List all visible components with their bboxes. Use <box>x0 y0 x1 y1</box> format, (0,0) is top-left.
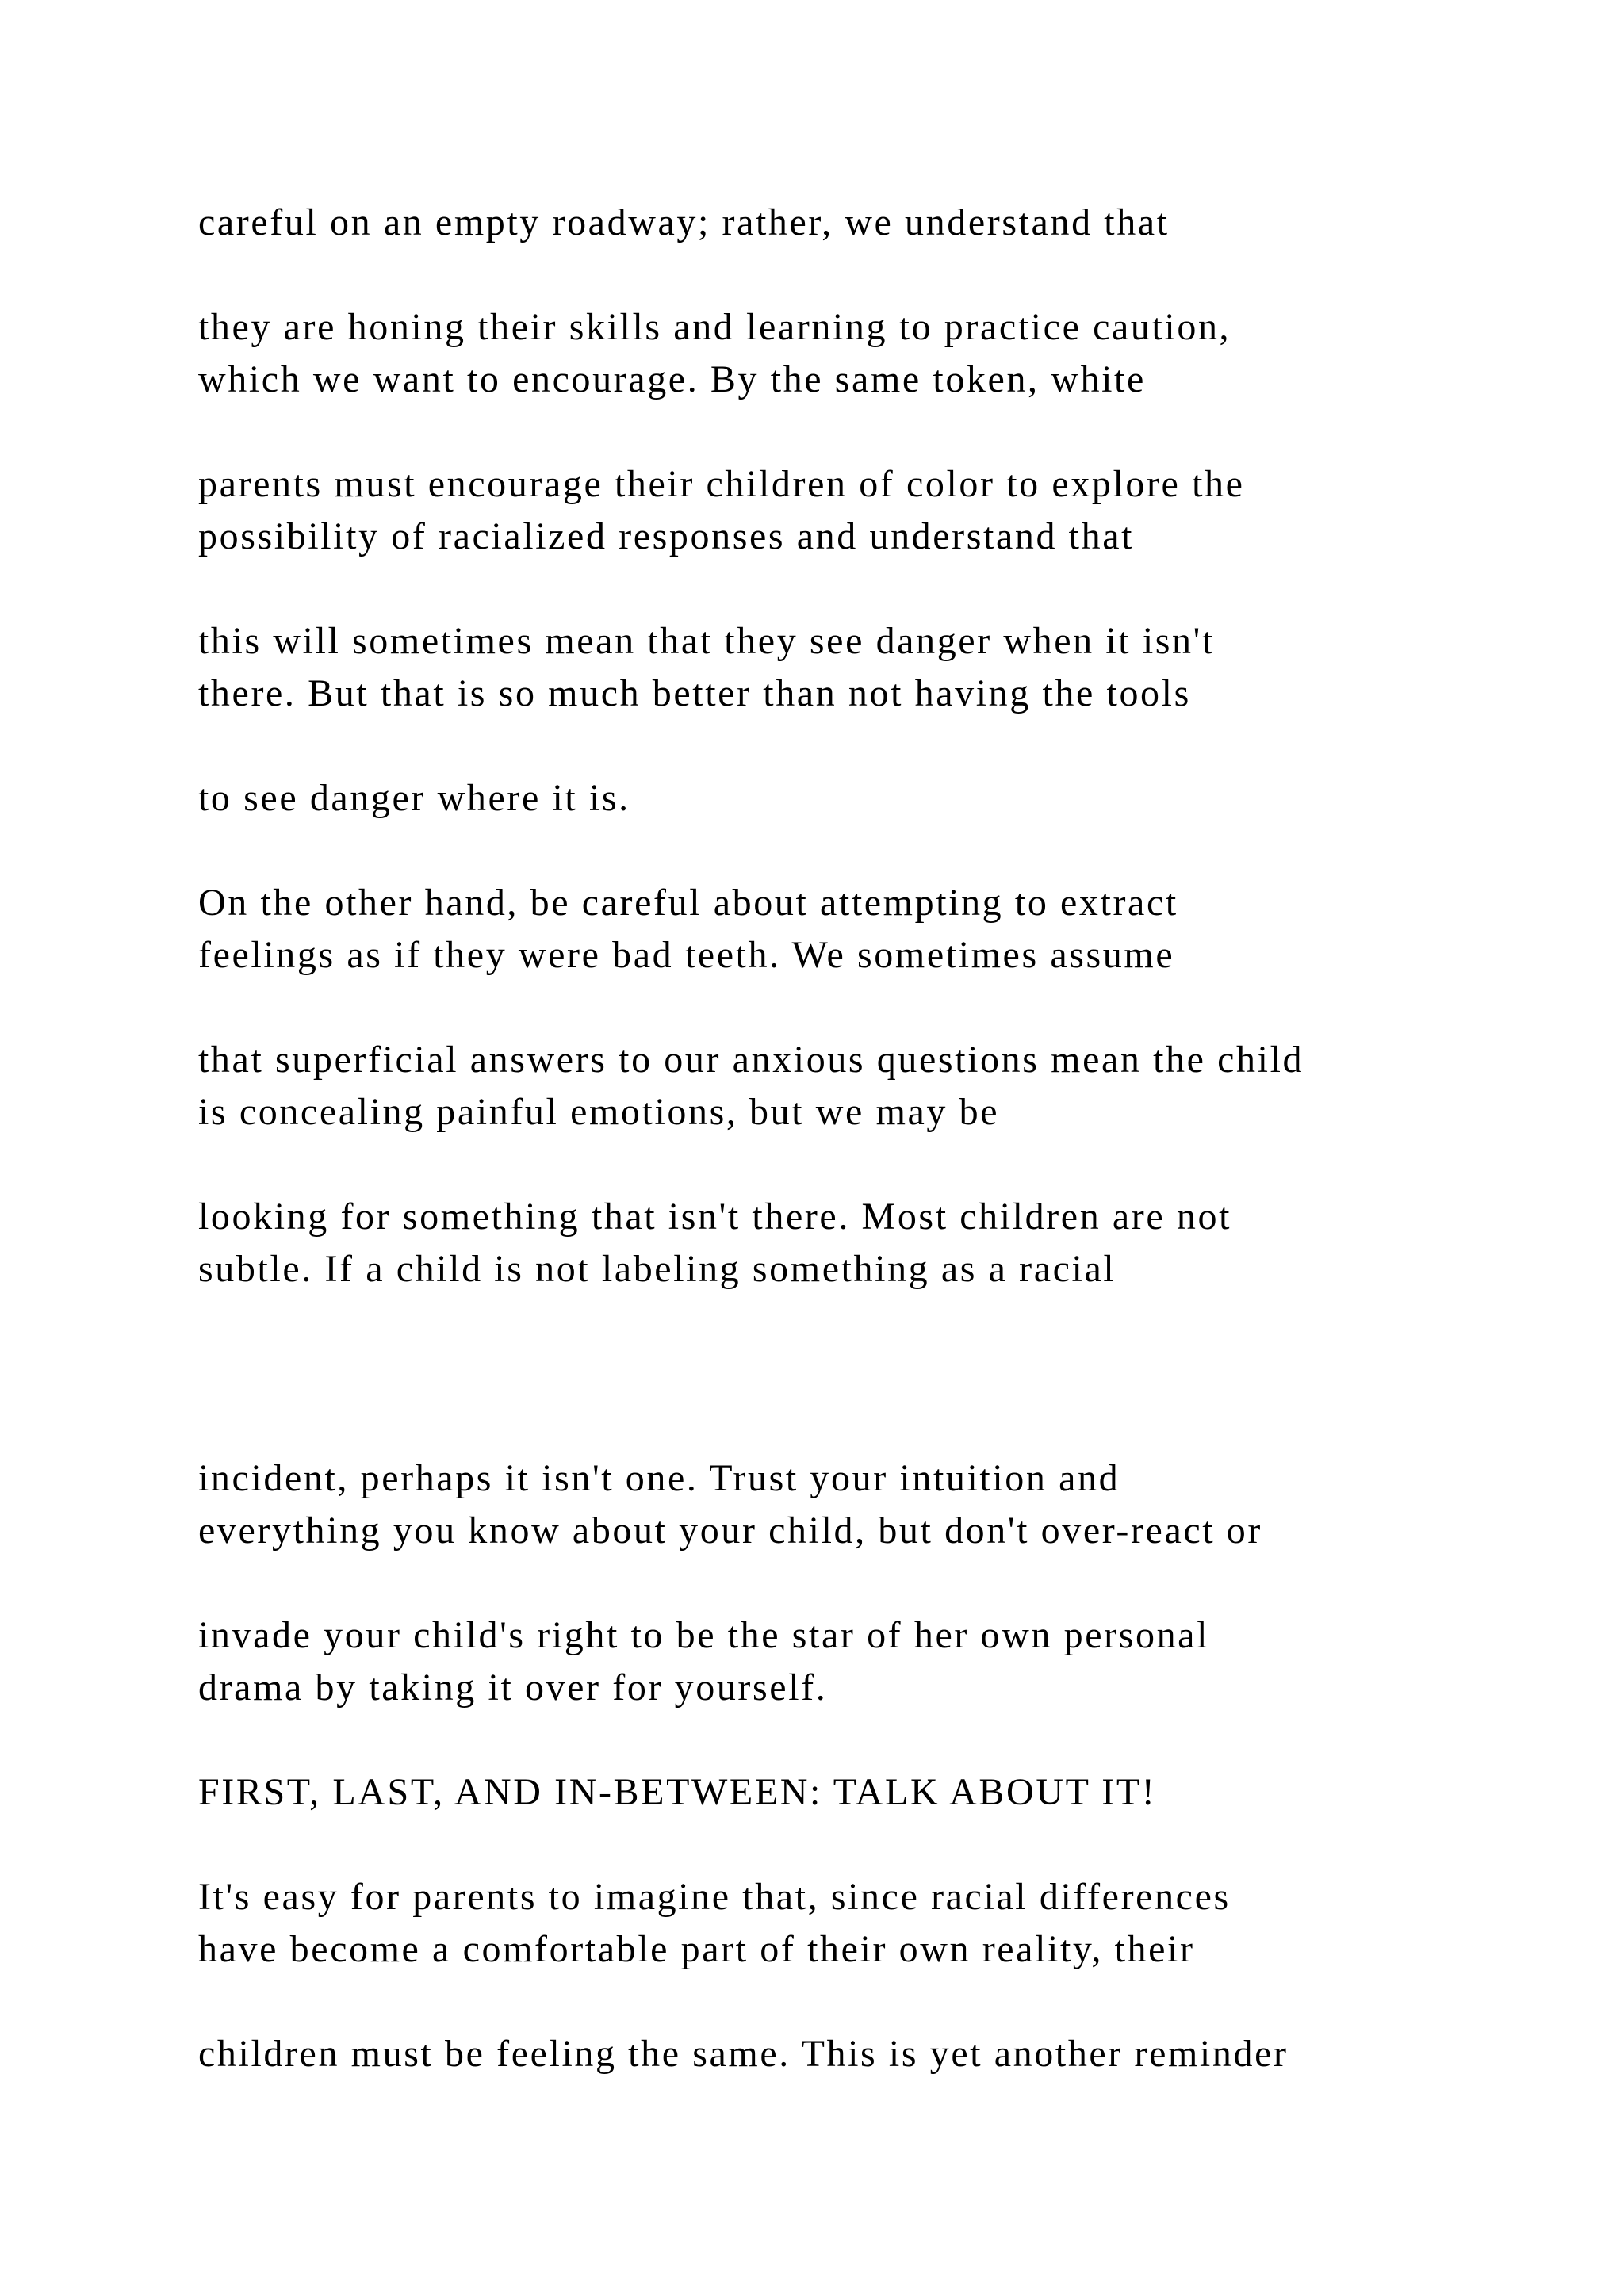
text-line: careful on an empty roadway; rather, we understand that <box>198 201 1170 243</box>
text-line: It's easy for parents to imagine that, since racial differences <box>198 1876 1231 1918</box>
text-line: which we want to encourage. By the same token, white <box>198 358 1146 400</box>
text-line: possibility of racialized responses and understand that <box>198 515 1135 557</box>
text-line: feelings as if they were bad teeth. We sometimes assume <box>198 934 1175 976</box>
text-line: to see danger where it is. <box>198 777 630 819</box>
text-line: there. But that is so much better than not having the tools <box>198 672 1191 714</box>
text-line: On the other hand, be careful about attempting to extract <box>198 882 1178 924</box>
text-line: that superficial answers to our anxious questions mean the child <box>198 1039 1304 1081</box>
text-line: subtle. If a child is not labeling something as a racial <box>198 1248 1116 1290</box>
text-line: invade your child's right to be the star of her own personal <box>198 1614 1210 1656</box>
text-line: this will sometimes mean that they see danger when it isn't <box>198 620 1215 662</box>
text-line: they are honing their skills and learning to practice caution, <box>198 306 1231 348</box>
text-line: looking for something that isn't there. Most children are not <box>198 1196 1232 1238</box>
text-line: have become a comfortable part of their own reality, their <box>198 1928 1195 1970</box>
section-heading: FIRST, LAST, AND IN-BETWEEN: TALK ABOUT IT! <box>198 1771 1157 1813</box>
text-line: incident, perhaps it isn't one. Trust your intuition and <box>198 1457 1120 1499</box>
text-line: is concealing painful emotions, but we may be <box>198 1091 1000 1133</box>
text-line: drama by taking it over for yourself. <box>198 1667 828 1709</box>
text-line: parents must encourage their children of color to explore the <box>198 463 1245 505</box>
text-line: everything you know about your child, but don't over-react or <box>198 1510 1262 1552</box>
text-line: children must be feeling the same. This is yet another reminder <box>198 2033 1289 2075</box>
